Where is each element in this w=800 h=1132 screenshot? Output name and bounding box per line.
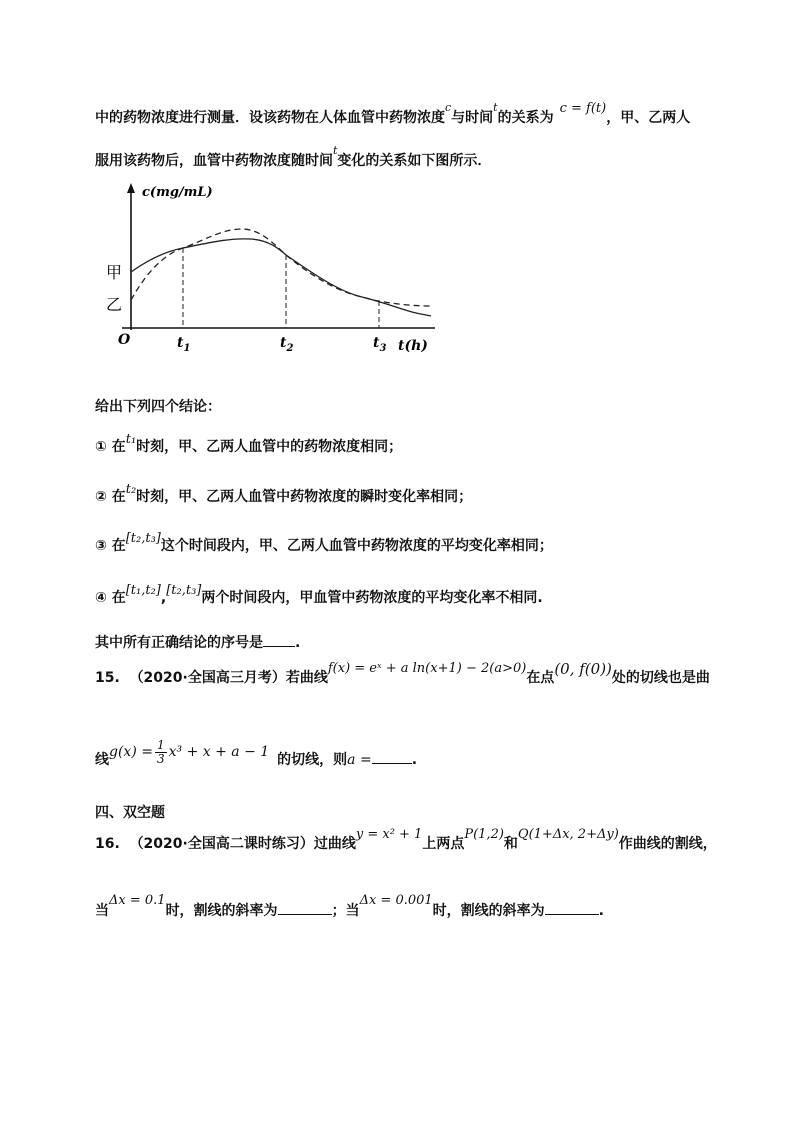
q16-blank-1[interactable] [278, 900, 332, 915]
conclusion-2-pre: 在 [111, 489, 126, 505]
conclusion-4-pre: 在 [111, 590, 126, 606]
start-label-yi: 乙 [106, 295, 123, 314]
answer-end: . [295, 635, 301, 651]
conclusion-1-number: ① [95, 439, 107, 455]
x-tick-t2: $t_2$ [280, 335, 294, 354]
concentration-chart [100, 180, 445, 365]
intro-text-4: ，甲、乙两人 [606, 110, 691, 126]
intro-text-5: 服用该药物后，血管中药物浓度随时间 [95, 153, 333, 169]
conclusion-2-var: t₂ [125, 482, 137, 497]
q15-line2-end: . [411, 752, 418, 768]
q15-line-2 [95, 737, 418, 775]
q16-l2-c: ；当 [331, 903, 360, 919]
conclusion-1-text: 时刻，甲、乙两人血管中的药物浓度相同； [136, 439, 403, 455]
section-4-title: 四、双空题 [95, 805, 165, 821]
q16-point-p: P(1,2) [464, 827, 504, 842]
q16-line-1 [95, 827, 717, 854]
t-variable: t [493, 101, 498, 114]
t-variable-2: t [333, 144, 338, 157]
q16-and: 和 [503, 836, 518, 852]
conclusion-4-var-2: [t₂,t₃] [166, 583, 202, 598]
q16-line-2 [95, 893, 604, 921]
x-tick-t3: $t_3$ [373, 335, 387, 354]
conclusion-2-number: ② [95, 489, 107, 505]
q15-a-eq: a = [347, 752, 372, 768]
y-axis-arrow [127, 183, 135, 193]
conclusion-4 [95, 583, 543, 608]
intro-text-3: 的关系为 [497, 110, 554, 126]
conclusion-1-pre: 在 [111, 439, 126, 455]
q15-point: (0, f(0)) [554, 660, 612, 678]
intro-line-2 [95, 144, 492, 171]
q16-dx2: Δx = 0.001 [359, 893, 433, 908]
q15-frac-num: 1 [156, 737, 165, 752]
answer-prompt: 其中所有正确结论的序号是 [95, 635, 263, 651]
intro-text-2: 与时间 [451, 110, 494, 126]
conclusion-4-sep: , [160, 590, 167, 606]
intro-text-1: 中的药物浓度进行测量．设该药物在人体血管中药物浓度 [95, 110, 445, 126]
q15-line-1 [95, 660, 710, 688]
conclusions-heading: 给出下列四个结论： [95, 399, 221, 415]
q16-end1: 作曲线的割线， [618, 836, 717, 852]
c-variable: c [445, 101, 452, 114]
start-label-jia: 甲 [106, 263, 123, 282]
conclusion-3-number: ③ [95, 538, 107, 554]
q16-number: 16. [95, 836, 120, 852]
q16-l2-d: 时，割线的斜率为 [432, 903, 545, 919]
intro-text-6: 变化的关系如下图所示． [337, 153, 492, 169]
answer-line [95, 632, 300, 653]
q15-line2-mid: 的切线，则 [277, 752, 348, 768]
q15-fx: f(x) = eˣ + a ln(x+1) − 2(a>0) [327, 661, 527, 676]
q16-mid1: 上两点 [422, 836, 465, 852]
q16-l2-a: 当 [95, 903, 109, 919]
conclusion-3-pre: 在 [111, 538, 126, 554]
q15-frac-den: 3 [156, 751, 165, 766]
conclusion-3-text: 这个时间段内，甲、乙两人血管中药物浓度的平均变化率相同； [160, 538, 553, 554]
q15-gx-left: g(x) = [109, 744, 153, 760]
q16-curve: y = x² + 1 [355, 827, 423, 842]
conclusion-4-number: ④ [95, 590, 107, 606]
series-yi-line [131, 229, 431, 306]
conclusion-2-text: 时刻，甲、乙两人血管中药物浓度的瞬时变化率相同； [136, 489, 473, 505]
q15-fraction [155, 739, 167, 766]
x-tick-t1: $t_1$ [177, 335, 191, 354]
q16-dx1: Δx = 0.1 [109, 893, 166, 908]
q16-source: （2020·全国高二课时练习）过曲线 [129, 836, 356, 852]
conclusion-4-var-1: [t₁,t₂] [125, 583, 161, 598]
q15-number: 15. [95, 670, 120, 686]
origin-label: O [118, 332, 131, 348]
function-formula: c = f(t) [559, 101, 607, 116]
y-axis-label: c(mg/mL) [142, 185, 213, 200]
answer-blank[interactable] [263, 632, 295, 647]
q15-mid: 在点 [526, 670, 555, 686]
conclusion-1 [95, 432, 403, 457]
q15-end1: 处的切线也是曲 [611, 670, 710, 686]
q15-answer-blank[interactable] [372, 749, 412, 764]
conclusion-3 [95, 531, 553, 556]
conclusion-3-var: [t₂,t₃] [125, 531, 161, 546]
q16-l2-b: 时，割线的斜率为 [165, 903, 278, 919]
conclusion-2 [95, 482, 473, 507]
q15-gx-right: x³ + x + a − 1 [168, 744, 270, 760]
conclusion-1-var: t₁ [125, 432, 137, 447]
q16-point-q: Q(1+Δx, 2+Δy) [517, 827, 619, 842]
q15-source: （2020·全国高三月考）若曲线 [129, 670, 328, 686]
q15-line2-pre: 线 [95, 752, 109, 768]
q16-blank-2[interactable] [545, 900, 599, 915]
x-axis-label: t(h) [398, 338, 428, 354]
conclusion-4-text: 两个时间段内，甲血管中药物浓度的平均变化率不相同. [201, 590, 543, 606]
intro-line-1 [95, 101, 691, 128]
q16-l2-e: . [598, 903, 604, 919]
